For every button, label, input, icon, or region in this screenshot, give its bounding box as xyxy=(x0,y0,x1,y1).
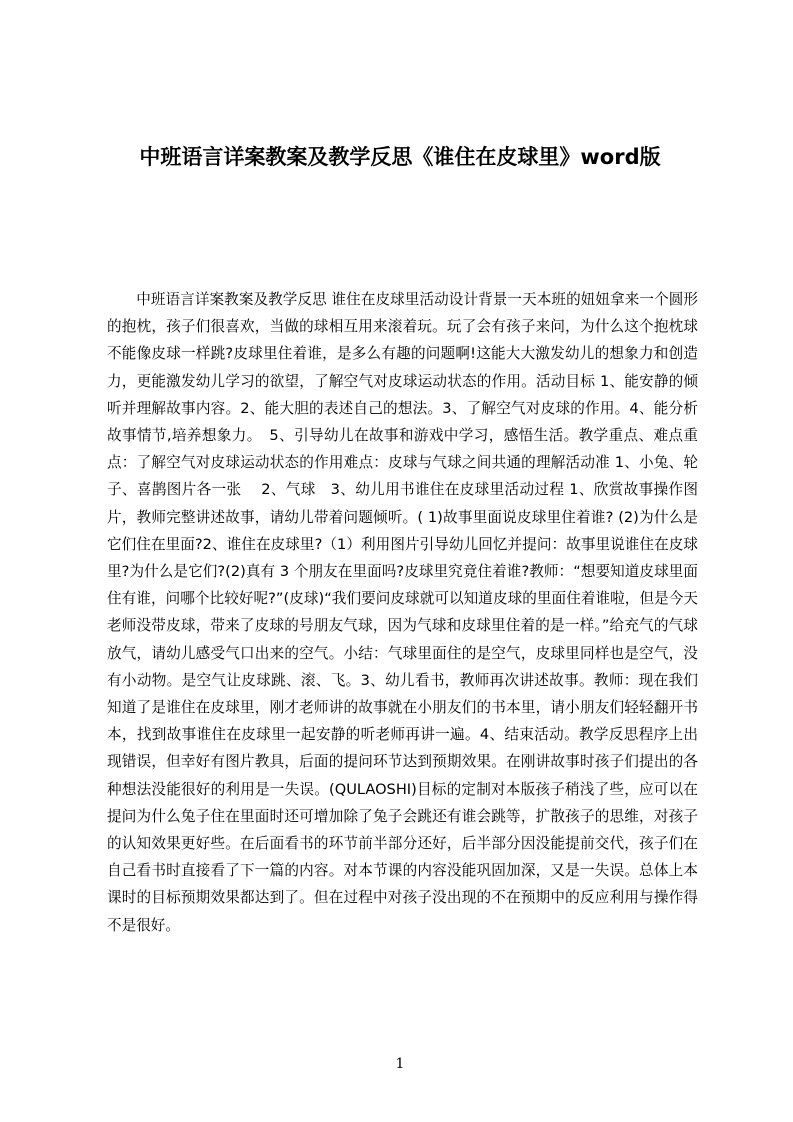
page-number: 1 xyxy=(395,1056,405,1072)
document-title: 中班语言详案教案及教学反思《谁住在皮球里》word版 xyxy=(139,145,661,169)
document-body: 中班语言详案教案及教学反思 谁住在皮球里活动设计背景一天本班的妞妞拿来一个圆形的抱枕，孩子们很喜欢，当做的球相互用来滚着玩。玩了会有孩子来问，为什么这个抱枕球不能像皮球一样跳?皮球里住着谁，是多么有趣的问题啊!这能大大激发幼儿的想象力和创造力，更能激发幼儿学习的欲望，了解空气对皮球运动状态的作用。活动目标 1、能安静的倾听并理解故事内容。2、能大胆的表述自己的想法。3、了解空气对皮球的作用。4、能分析故事情节,培养想象力。 5、引导幼儿在故事和游戏中学习，感悟生活。教学重点、难点重点：了解空气对皮球运动状态的作用难点：皮球与气球之间共通的理解活动准 1、小兔、轮子、喜鹊图片各一张 2、气球 3、幼儿用书谁住在皮球里活动过程 1、欣赏故事操作图片，教师完整讲述故事，请幼儿带着问题倾听。( 1)故事里面说皮球里住着谁? (2)为什么是它们住在里面?2、谁住在皮球里?（1）利用图片引导幼儿回忆并提问：故事里说谁住在皮球里?为什么是它们?(2)真有 3 个朋友在里面吗?皮球里究竟住着谁?教师：“想要知道皮球里面住有谁，问哪个比较好呢?”(皮球)“我们要问皮球就可以知道皮球的里面住着谁啦，但是今天老师没带皮球，带来了皮球的号朋友气球，因为气球和皮球里住着的是一样。”给充气的气球放气，请幼儿感受气口出来的空气。小结：气球里面住的是空气，皮球里同样也是空气，没有小动物。是空气让皮球跳、滚、飞。3、幼儿看书，教师再次讲述故事。教师：现在我们知道了是谁住在皮球里，刚才老师讲的故事就在小朋友们的书本里，请小朋友们轻轻翻开书本，找到故事谁住在皮球里一起安静的听老师再讲一遍。4、结束活动。教学反思程序上出现错误，但幸好有图片教具，后面的提问环节达到预期效果。在刚讲故事时孩子们提出的各种想法没能很好的利用是一失误。(QULAOSHI)目标的定制对本版孩子稍浅了些，应可以在提问为什么兔子住在里面时还可增加除了兔子会跳还有谁会跳等，扩散孩子的思维，对孩子的认知效果更好些。在后面看书的环节前半部分还好，后半部分因没能提前交代，孩子们在自己看书时直接看了下一篇的内容。对本节课的内容没能巩固加深，又是一失误。总体上本课时的目标预期效果都达到了。但在过程中对孩子没出现的不在预期中的反应利用与操作得不是很好。 xyxy=(107,291,698,934)
